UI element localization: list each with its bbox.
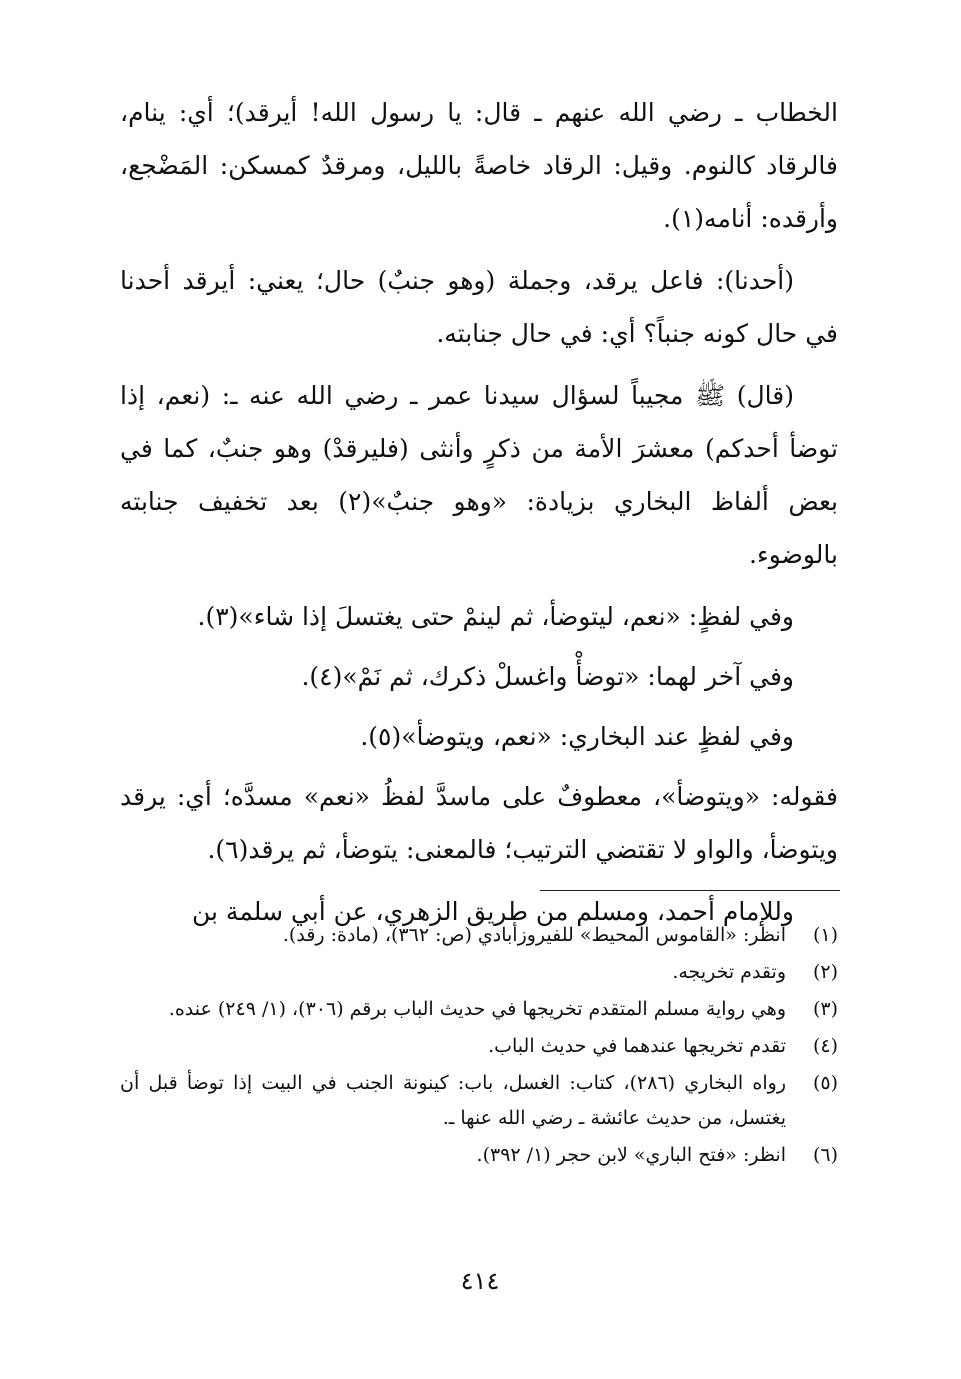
footnote xyxy=(120,1066,838,1136)
paragraph-5: وفي آخر لهما: «توضأْ واغسلْ ذكرك، ثم نَمْ»(٤). xyxy=(301,662,794,691)
footnote-text: وهي رواية مسلم المتقدم تخريجها في حديث الباب برقم (٣٠٦)، (١/ ٢٤٩) عنده. xyxy=(168,998,786,1020)
paragraph-7: فقوله: «ويتوضأ»، معطوفٌ على ماسدَّ لفظُ «نعم» مسدَّه؛ أي: يرقد ويتوضأ، والواو لا تقتضي الترتيب؛ فالمعنى: يتوضأ، ثم يرقد(٦). xyxy=(120,782,839,864)
footnote-text: انظر: «القاموس المحيط» للفيروزأبادي (ص: ٣٦٢)، (مادة: رقد). xyxy=(282,924,786,946)
paragraph-4: وفي لفظٍ: «نعم، ليتوضأ، ثم لينمْ حتى يغتسلَ إذا شاء»(٣). xyxy=(197,602,794,631)
paragraph-8: وللإمام أحمد، ومسلم من طريق الزهري، عن أبي سلمة بن xyxy=(192,897,794,926)
footnote-number: (٤) xyxy=(812,1035,838,1057)
footnotes xyxy=(120,918,838,1175)
paragraph-6: وفي لفظٍ عند البخاري: «نعم، ويتوضأ»(٥). xyxy=(360,722,794,751)
page-number: ٤١٤ xyxy=(460,1267,500,1295)
footnote xyxy=(120,955,838,990)
footnote-text: انظر: «فتح الباري» لابن حجر (١/ ٣٩٢). xyxy=(476,1144,786,1166)
footnote-text: تقدم تخريجها عندهما في حديث الباب. xyxy=(488,1035,786,1057)
footnote xyxy=(120,1138,838,1173)
footnote xyxy=(120,918,838,953)
paragraph-2: (أحدنا): فاعل يرقد، وجملة (وهو جنبٌ) حال؛ يعني: أيرقد أحدنا في حال كونه جنباً؟ أي: في حال جنابته. xyxy=(120,266,838,348)
paragraph-1: الخطاب ـ رضي الله عنهم ـ قال: يا رسول الله! أيرقد)؛ أي: ينام، فالرقاد كالنوم. وقيل: الرقاد خاصةً بالليل، ومرقدٌ كمسكن: المَضْجع، وأرقده: أنامه(١). xyxy=(120,98,838,233)
footnote-number: (١) xyxy=(812,924,838,946)
footnote-text: رواه البخاري (٢٨٦)، كتاب: الغسل، باب: كينونة الجنب في البيت إذا توضأ قبل أن يغتسل، من حديث عائشة ـ رضي الله عنها ـ. xyxy=(120,1072,786,1129)
main-text xyxy=(120,86,838,947)
footnote-number: (٦) xyxy=(812,1144,838,1166)
paragraph-3: (قال) ﷺ مجيباً لسؤال سيدنا عمر ـ رضي الله عنه ـ: (نعم، إذا توضأ أحدكم) معشرَ الأمة من ذكرٍ وأنثى (فليرقدْ) وهو جنبٌ، كما في بعض ألفاظ البخاري بزيادة: «وهو جنبٌ»(٢) بعد تخفيف جنابته بالوضوء. xyxy=(120,381,839,569)
footnote-number: (٥) xyxy=(812,1072,838,1094)
footnote-number: (٢) xyxy=(812,961,838,983)
footnote-text: وتقدم تخريجه. xyxy=(672,961,786,983)
footnote-number: (٣) xyxy=(812,998,838,1020)
footnote xyxy=(120,992,838,1027)
footnote xyxy=(120,1029,838,1064)
footnote-separator xyxy=(540,890,840,891)
